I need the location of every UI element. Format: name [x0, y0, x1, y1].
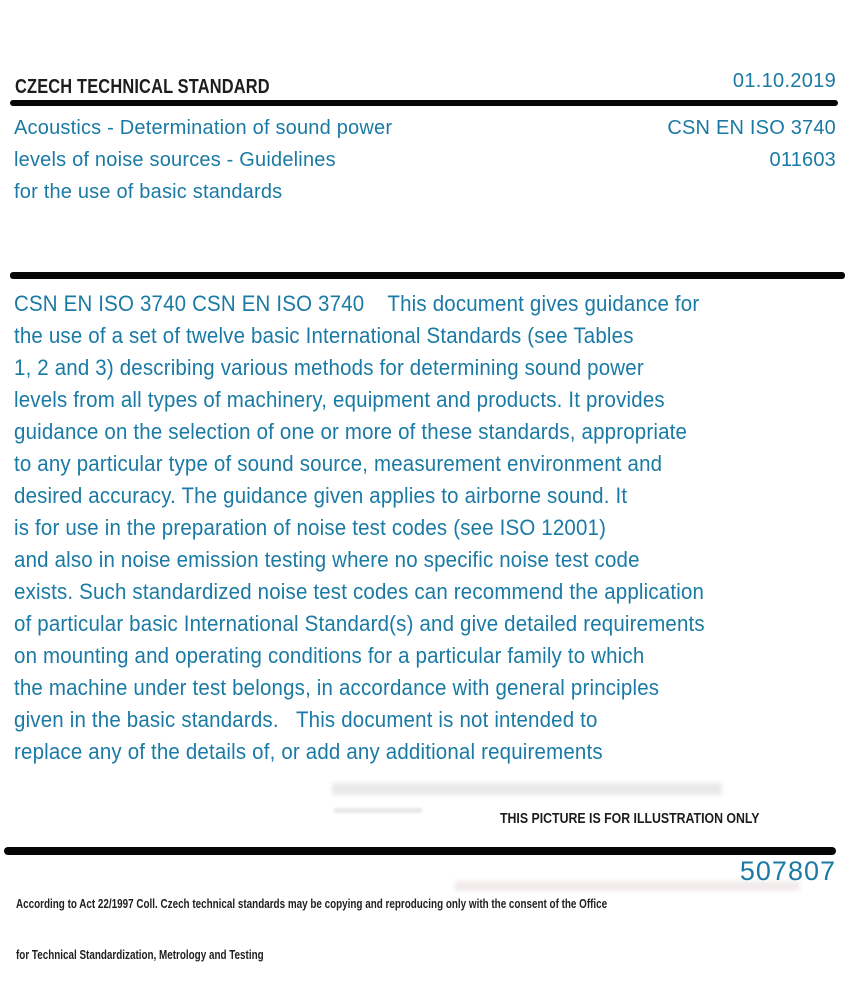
page-header-title: CZECH TECHNICAL STANDARD — [15, 76, 270, 98]
abstract-line: is for use in the preparation of noise test codes (see ISO 12001) — [14, 515, 607, 540]
abstract-line: the use of a set of twelve basic International Standards (see Tables — [14, 323, 634, 348]
abstract-line: on mounting and operating conditions for a particular family to which — [14, 643, 645, 668]
abstract-line: of particular basic International Standard(s) and give detailed requirements — [14, 611, 705, 636]
abstract-line: guidance on the selection of one or more of these standards, appropriate — [14, 419, 688, 444]
abstract-line: exists. Such standardized noise test codes can recommend the application — [14, 579, 705, 604]
abstract-line: given in the basic standards. This document is not intended to — [14, 707, 598, 732]
illustration-only-note: THIS PICTURE IS FOR ILLUSTRATION ONLY — [500, 811, 760, 827]
footer-rule — [4, 847, 836, 855]
separator-rule — [10, 272, 845, 279]
abstract-line: CSN EN ISO 3740 CSN EN ISO 3740 This document gives guidance for — [14, 291, 700, 316]
abstract-line: desired accuracy. The guidance given applies to airborne sound. It — [14, 483, 628, 508]
standard-identification — [667, 112, 836, 176]
abstract-text — [14, 288, 854, 768]
title-line: for the use of basic standards — [14, 181, 283, 203]
document-title — [14, 112, 392, 208]
standard-code: CSN EN ISO 3740 — [667, 117, 836, 139]
abstract-line: replace any of the details of, or add any additional requirements — [14, 739, 603, 764]
blurred-text-remnant — [334, 808, 422, 813]
order-number: 507807 — [739, 856, 836, 886]
copyright-notice — [16, 862, 607, 998]
title-line: Acoustics - Determination of sound power — [14, 117, 393, 139]
notice-line: for Technical Standardization, Metrology and Testing — [16, 948, 264, 962]
abstract-line: the machine under test belongs, in accordance with general principles — [14, 675, 660, 700]
blurred-text-remnant — [332, 783, 722, 795]
issue-date: 01.10.2019 — [732, 70, 836, 92]
header-rule — [10, 100, 838, 106]
abstract-line: and also in noise emission testing where no specific noise test code — [14, 547, 640, 572]
abstract-line: 1, 2 and 3) describing various methods for determining sound power — [14, 355, 644, 380]
notice-line: According to Act 22/1997 Coll. Czech technical standards may be copying and reproducing only with the consent of the Office — [16, 897, 608, 911]
abstract-line: levels from all types of machinery, equipment and products. It provides — [14, 387, 665, 412]
title-line: levels of noise sources - Guidelines — [14, 149, 336, 171]
abstract-line: to any particular type of sound source, measurement environment and — [14, 451, 663, 476]
classification-number: 011603 — [769, 149, 836, 171]
